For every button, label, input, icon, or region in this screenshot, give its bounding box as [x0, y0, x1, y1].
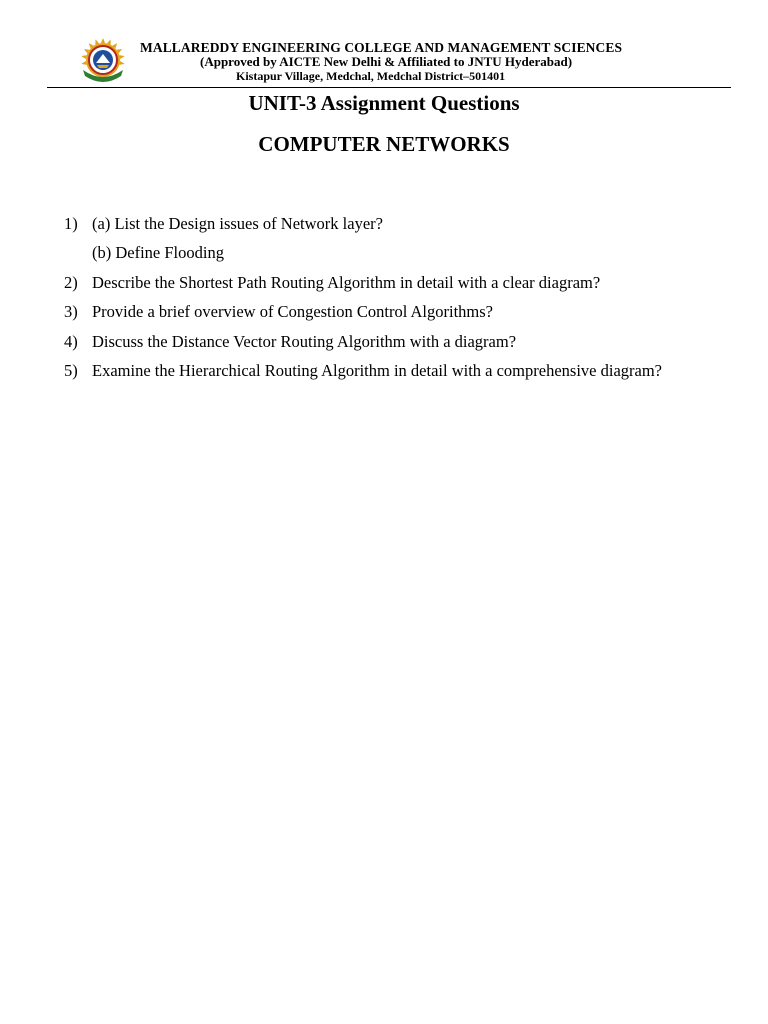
header-divider — [47, 87, 731, 88]
document-title: UNIT-3 Assignment Questions — [248, 91, 520, 115]
question-text: Examine the Hierarchical Routing Algorithm in detail with a comprehensive diagram? — [92, 360, 662, 380]
question-item — [64, 332, 744, 361]
college-emblem-icon — [74, 38, 132, 84]
question-number: 1) — [64, 214, 78, 233]
question-number: 2) — [64, 272, 78, 292]
college-address: Kistapur Village, Medchal, Medchal District–501401 — [236, 69, 506, 83]
question-text: Discuss the Distance Vector Routing Algorithm with a diagram? — [92, 331, 517, 351]
question-item — [64, 361, 744, 390]
letterhead — [74, 38, 714, 84]
question-number: 3) — [64, 302, 78, 322]
question-number: 5) — [64, 360, 78, 380]
college-approval: (Approved by AICTE New Delhi & Affiliated to JNTU Hyderabad) — [200, 54, 573, 69]
question-text: (a) List the Design issues of Network layer? — [92, 214, 383, 233]
question-text: Provide a brief overview of Congestion Control Algorithms? — [92, 302, 493, 322]
question-text: (b) Define Flooding — [92, 243, 224, 263]
question-item — [64, 302, 744, 331]
question-item — [64, 243, 744, 272]
question-item — [64, 273, 744, 302]
question-item — [64, 214, 744, 243]
question-number: 4) — [64, 331, 78, 351]
subject-title: COMPUTER NETWORKS — [258, 132, 510, 156]
college-name: MALLAREDDY ENGINEERING COLLEGE AND MANAGEMENT SCIENCES — [140, 40, 623, 55]
question-text: Describe the Shortest Path Routing Algorithm in detail with a clear diagram? — [92, 272, 601, 292]
question-list — [64, 214, 744, 390]
